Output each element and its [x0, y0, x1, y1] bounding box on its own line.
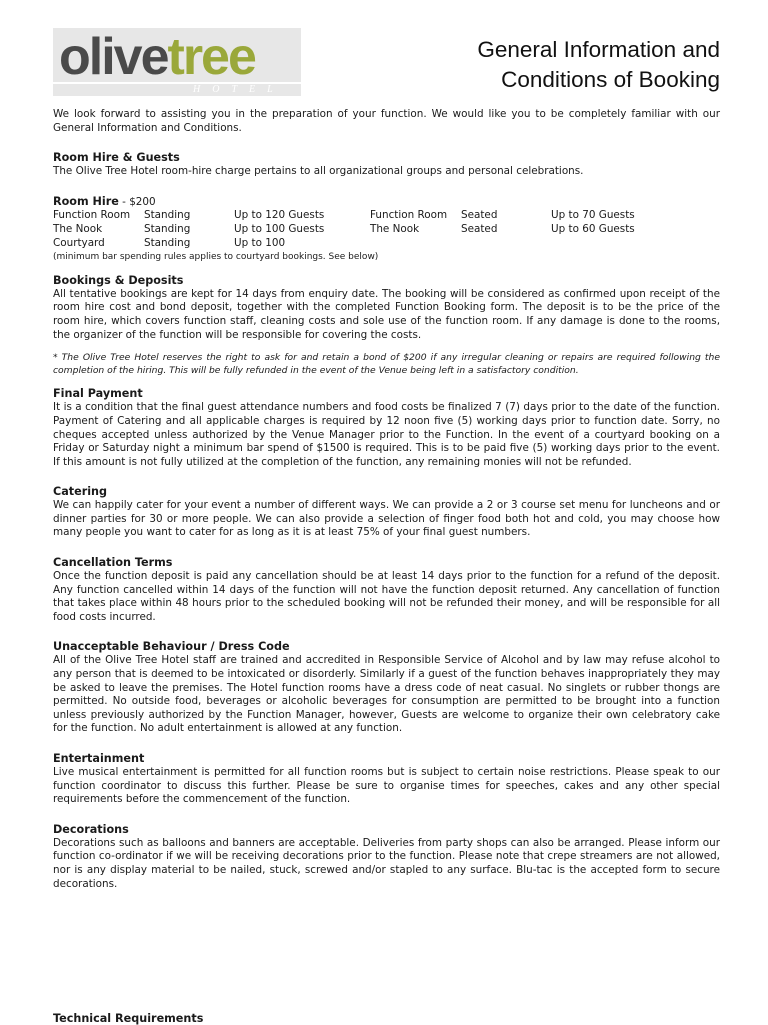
title-line-1: General Information and	[477, 37, 720, 62]
room-capacity-table	[53, 209, 701, 250]
intro-paragraph: We look forward to assisting you in the preparation of your function. We would like you to be completely familiar with our General Information and Conditions.	[53, 108, 720, 134]
behaviour-heading: Unacceptable Behaviour / Dress Code	[53, 640, 290, 654]
cancellation-heading: Cancellation Terms	[53, 556, 173, 570]
room-hire-note: (minimum bar spending rules applies to courtyard bookings. See below)	[53, 251, 379, 262]
final-payment-text: It is a condition that the final guest attendance numbers and food costs be finalized 7 (7) days prior to the date of the function. Payment of Catering and all applicable charges is required by 12 noon five (5) working days prior to function date. Sorry, no cheques accepted unless authorized by the Venue Manager prior to the Function. In the event of a courtyard booking on a Friday or Saturday night a minimum bar spend of $1500 is required. This is to be paid five (5) working days prior to the event. If this amount is not fully utilized at the completion of the function, any remaining monies will not be refunded.	[53, 401, 720, 468]
room-hire-guests-text: The Olive Tree Hotel room-hire charge pertains to all organizational groups and personal celebrations.	[53, 165, 584, 178]
entertainment-heading: Entertainment	[53, 752, 145, 766]
table-row: Function Room Standing Up to 120 Guests Function Room Seated Up to 70 Guests	[53, 209, 635, 222]
bookings-text: All tentative bookings are kept for 14 days from enquiry date. The booking will be considered as confirmed upon receipt of the room hire cost and bond deposit, together with the completed Function Booking form. The deposit is to be the price of the room hire, which covers function staff, cleaning costs and sole use of the function room. If any damage is done to the rooms, the organizer of the function will be responsible for covering the costs.	[53, 287, 720, 341]
page-title	[477, 35, 720, 95]
bond-note: * The Olive Tree Hotel reserves the right to ask for and retain a bond of $200 if any irregular cleaning or repairs are required following the completion of the hiring. This will be fully refunded in the event of the Venue being left in a satisfactory condition.	[53, 352, 720, 376]
cancellation-text: Once the function deposit is paid any cancellation should be at least 14 days prior to the function for a refund of the deposit. Any function cancelled within 14 days of the function will not have the function deposit returned. Any cancellation of function that takes place within 48 hours prior to the scheduled booking will not be refunded their money, and will be responsible for all food costs incurred.	[53, 570, 720, 623]
table-row: The Nook Standing Up to 100 Guests The Nook Seated Up to 60 Guests	[53, 223, 635, 236]
hotel-logo	[53, 28, 301, 96]
decorations-text: Decorations such as balloons and banners are acceptable. Deliveries from party shops can also be arranged. Please inform our function co-ordinator if we will be receiving decorations prior to the function. Please note that crepe streamers are not allowed, nor is any display material to be nailed, stuck, screwed and/or stapled to any surface. Blu-tac is the accepted form to secure decorations.	[53, 836, 720, 890]
room-hire-heading: Room Hire - $200	[53, 194, 156, 208]
room-hire-guests-heading: Room Hire & Guests	[53, 151, 180, 165]
document-body	[53, 108, 720, 891]
decorations-heading: Decorations	[53, 822, 129, 836]
catering-text: We can happily cater for your event a number of different ways. We can provide a 2 or 3 course set menu for luncheons and or dinner parties for 30 or more people. We can also provide a selection of finger food both hot and cold, you may choose how many people you want to cater for as long as it is at least 75% of your final guest numbers.	[53, 499, 720, 539]
final-payment-heading: Final Payment	[53, 387, 143, 401]
table-row: Courtyard Standing Up to 100	[53, 236, 286, 249]
catering-heading: Catering	[53, 485, 108, 499]
logo-wordmark: olivetree	[59, 28, 255, 86]
bookings-heading: Bookings & Deposits	[53, 273, 184, 287]
entertainment-text: Live musical entertainment is permitted for all function rooms but is subject to certain noise restrictions. Please speak to our function coordinator to discuss this further. Please be sure to organise times for speeches, cakes and any other special requirements before the commencement of the function.	[53, 766, 720, 806]
logo-subtitle: HOTEL	[193, 84, 285, 95]
behaviour-text: All of the Olive Tree Hotel staff are trained and accredited in Responsible Service of Alcohol and by law may refuse alcohol to any person that is deemed to be intoxicated or disorderly. Similarly if a guest of the function behaves inappropriately they may be asked to leave the premises. The Hotel function rooms have a dress code of neat casual. No singlets or rubber thongs are permitted. No outside food, beverages or alcoholic beverages for consumption are permitted to be brought into a function unless previously authorized by the Function Manager, however, Guests are welcome to organize their own celebratory cake for the function. No adult entertainment is allowed at any function.	[53, 654, 720, 735]
technical-requirements-heading: Technical Requirements	[53, 1012, 204, 1025]
title-line-2: Conditions of Booking	[501, 67, 720, 92]
